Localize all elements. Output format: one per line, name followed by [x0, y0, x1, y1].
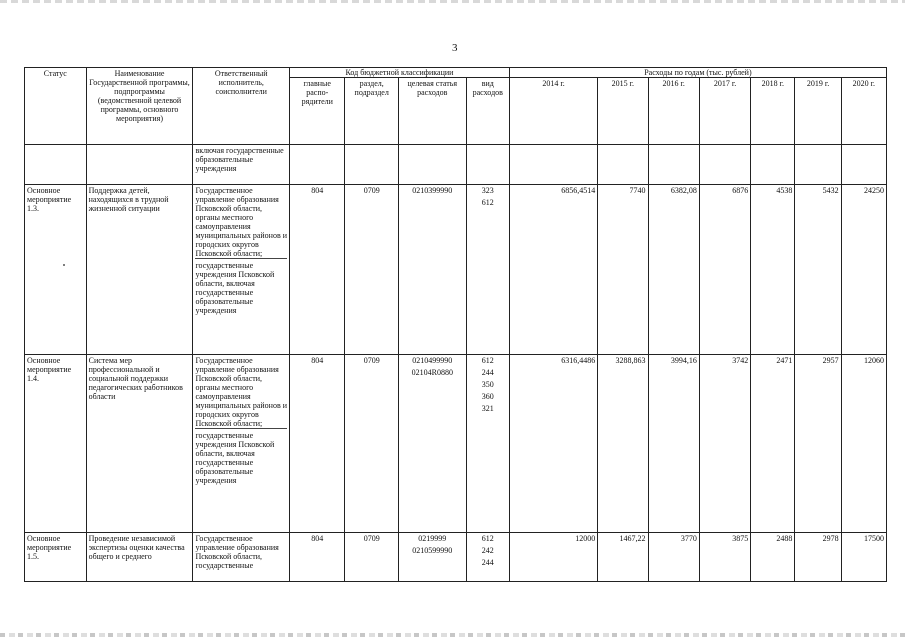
header-executor: Ответственный исполнитель, соисполнители	[193, 68, 290, 145]
tsr-code: 0219999	[418, 534, 447, 543]
tsr-code: 0210499990	[412, 356, 453, 365]
grbs-cell: 804	[290, 355, 345, 533]
header-year-2014: 2014 г.	[509, 78, 597, 145]
status-cell: Основное мероприятие 1.4.	[25, 355, 87, 533]
vr-code: 612	[481, 534, 494, 543]
status-cell: Основное мероприятие 1.3.	[25, 185, 87, 355]
amount-2018: 4538	[751, 185, 795, 355]
amount-2020: 24250	[841, 185, 886, 355]
amount-2017: 6876	[699, 185, 750, 355]
header-year-2017: 2017 г.	[699, 78, 750, 145]
amount-2020: 12060	[841, 355, 886, 533]
tsr-code: 0210599990	[412, 546, 453, 555]
header-year-2016: 2016 г.	[648, 78, 699, 145]
name-cell: Поддержка детей, находящихся в трудной жизненной ситуации	[86, 185, 193, 355]
budget-table	[24, 67, 887, 582]
header-year-2020: 2020 г.	[841, 78, 886, 145]
amount-2019: 5432	[795, 185, 841, 355]
header-status: Статус	[25, 68, 87, 145]
header-grbs: главные распо-рядители	[290, 78, 345, 145]
amount-2017: 3742	[699, 355, 750, 533]
vr-code: 323	[481, 186, 494, 195]
amount-2015: 1467,22	[598, 533, 648, 582]
amount-2015: 3288,863	[598, 355, 648, 533]
header-year-2015: 2015 г.	[598, 78, 648, 145]
header-name: Наименование Государственной программы, подпрограммы (ведомственной целевой программы, основного мероприятия)	[86, 68, 193, 145]
vr-code: 360	[481, 392, 494, 401]
name-cell: Система мер профессиональной и социальной поддержки педагогических работников области	[86, 355, 193, 533]
table-row	[25, 185, 887, 355]
tsr-cell	[398, 533, 466, 582]
vr-cell	[466, 533, 509, 582]
razdel-cell: 0709	[345, 533, 398, 582]
tsr-cell	[398, 185, 466, 355]
table-row	[25, 533, 887, 582]
name-cell: Проведение независимой экспертизы оценки качества общего и среднего	[86, 533, 193, 582]
vr-code: 242	[481, 546, 494, 555]
tsr-cell	[398, 355, 466, 533]
page-number: 3	[452, 42, 458, 54]
amount-2020: 17500	[841, 533, 886, 582]
amount-2016: 6382,08	[648, 185, 699, 355]
amount-2017: 3875	[699, 533, 750, 582]
vr-cell	[466, 185, 509, 355]
header-expenses-group: Расходы по годам (тыс. рублей)	[509, 68, 886, 78]
scan-artifact-bottom	[0, 633, 905, 637]
amount-2016: 3994,16	[648, 355, 699, 533]
grbs-cell: 804	[290, 533, 345, 582]
amount-2015: 7740	[598, 185, 648, 355]
executor-cell	[193, 533, 290, 582]
razdel-cell: 0709	[345, 185, 398, 355]
header-vr: вид расходов	[466, 78, 509, 145]
header-year-2018: 2018 г.	[751, 78, 795, 145]
tsr-code: 0210399990	[412, 186, 453, 195]
executor-primary: Государственное управление образования Псковской области, органы местного самоуправления муниципальных районов и городских округов Псковской области;	[195, 356, 288, 428]
vr-code: 350	[481, 380, 494, 389]
executor-secondary: государственные учреждения Псковской области, включая государственные образовательные учреждения	[195, 428, 287, 485]
table-row	[25, 355, 887, 533]
amount-2014: 6316,4486	[509, 355, 597, 533]
vr-code: 244	[481, 368, 494, 377]
header-tsr: целевая статья расходов	[398, 78, 466, 145]
amount-2014: 6856,4514	[509, 185, 597, 355]
vr-cell	[466, 355, 509, 533]
header-year-2019: 2019 г.	[795, 78, 841, 145]
executor-primary: Государственное управление образования Псковской области, органы местного самоуправления муниципальных районов и городских округов Псковской области;	[195, 186, 288, 258]
vr-code: 244	[481, 558, 494, 567]
razdel-cell: 0709	[345, 355, 398, 533]
amount-2019: 2957	[795, 355, 841, 533]
tsr-code: 02104R0880	[411, 368, 453, 377]
status-cell: Основное мероприятие 1.5.	[25, 533, 87, 582]
executor-continuation: включая государственные образовательные учреждения	[193, 145, 290, 185]
scan-artifact-top	[0, 0, 905, 3]
amount-2014: 12000	[509, 533, 597, 582]
amount-2019: 2978	[795, 533, 841, 582]
table-row-continuation	[25, 145, 887, 185]
vr-code: 612	[481, 356, 494, 365]
header-razdel: раздел, подраздел	[345, 78, 398, 145]
amount-2016: 3770	[648, 533, 699, 582]
amount-2018: 2488	[751, 533, 795, 582]
executor-cell	[193, 355, 290, 533]
executor-secondary: государственные учреждения Псковской области, включая государственные образовательные учреждения	[195, 258, 287, 315]
executor-primary: Государственное управление образования Псковской области, государственные	[195, 534, 279, 570]
header-budget-code-group: Код бюджетной классификации	[290, 68, 510, 78]
vr-code: 612	[481, 198, 494, 207]
vr-code: 321	[481, 404, 494, 413]
executor-cell	[193, 185, 290, 355]
grbs-cell: 804	[290, 185, 345, 355]
amount-2018: 2471	[751, 355, 795, 533]
